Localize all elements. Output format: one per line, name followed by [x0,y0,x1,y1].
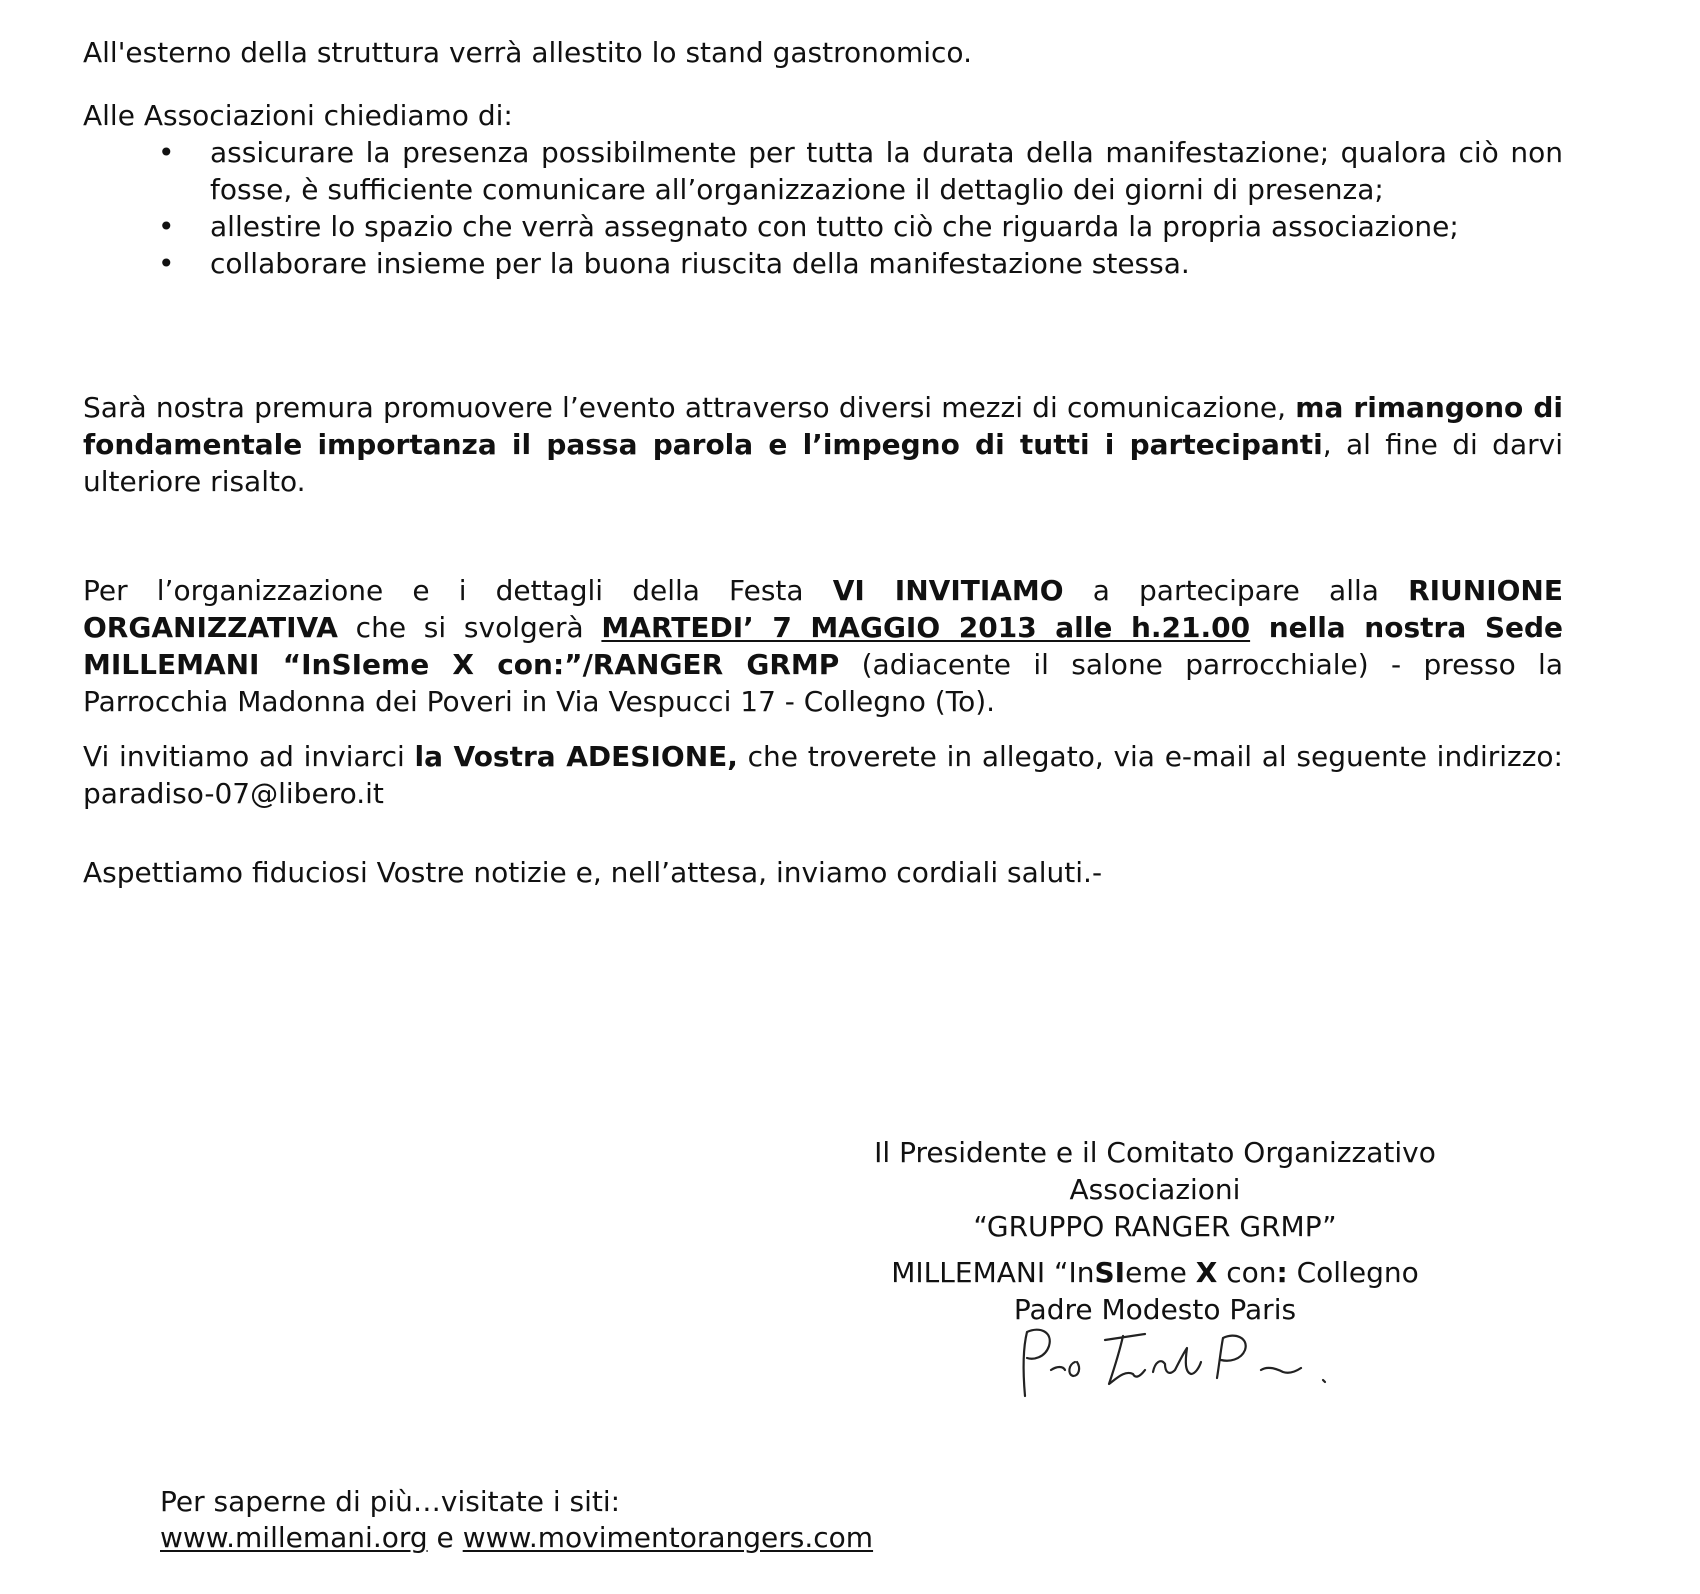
list-item [83,134,1563,208]
promo-paragraph [83,389,1563,500]
list-item [83,245,1563,282]
bullet-icon: • [158,247,175,280]
signature-block [790,1134,1520,1328]
adhesion-paragraph [83,738,1563,812]
handwritten-signature [1005,1318,1335,1408]
list-item [83,208,1563,245]
adhesion-emphasis: la Vostra ADESIONE, [414,740,738,773]
signatory-line-3: “GRUPPO RANGER GRMP” [973,1210,1337,1243]
meeting-date: MARTEDI’ 7 MAGGIO 2013 alle h.21.00 [601,611,1251,644]
signatory-name: Padre Modesto Paris [1013,1293,1297,1326]
adhesion-text-2: che troverete in allegato, via e-mail al seguente indirizzo: paradiso-07@libero.it [83,740,1563,810]
signatory-line-2: Associazioni [1069,1173,1241,1206]
millemani-link[interactable]: www.millemani.org [160,1521,428,1554]
request-intro: Alle Associazioni chiediamo di: [83,99,513,132]
intro-line: All'esterno della struttura verrà allestito lo stand gastronomico. [83,36,972,69]
signatory-line-4: MILLEMANI “InSIeme X con: Collegno [891,1256,1419,1289]
meeting-text-1: Per l’organizzazione e i dettagli della Festa [83,574,833,607]
meeting-venue: nella nostra Sede MILLEMANI “InSIeme X con:”/RANGER GRMP [83,611,1564,681]
footer-intro: Per saperne di più…visitate i siti: [160,1485,621,1518]
request-list [83,134,1563,282]
meeting-paragraph [83,572,1563,720]
closing-line: Aspettiamo fiduciosi Vostre notizie e, nell’attesa, inviamo cordiali saluti.- [83,856,1103,889]
promo-tail: , al fine di darvi ulteriore risalto. [83,428,1563,498]
closing-paragraph [83,854,1563,891]
intro-paragraph [83,34,1563,71]
meeting-text-2: a partecipare alla [1063,574,1409,607]
meeting-text-4: (adiacente il salone parrocchiale) - presso la Parrocchia Madonna dei Poveri in Via Vespucci 17 - Collegno (To). [83,648,1563,718]
promo-lead: Sarà nostra premura promuovere l’evento attraverso diversi mezzi di comunicazione, [83,391,1296,424]
request-section [83,97,1563,282]
list-item-text: allestire lo spazio che verrà assegnato con tutto ciò che riguarda la propria associazione; [210,210,1459,243]
meeting-text-3: che si svolgerà [337,611,602,644]
list-item-text: collaborare insieme per la buona riuscita della manifestazione stessa. [210,247,1190,280]
meeting-invite: VI INVITIAMO [832,574,1064,607]
signatory-line-1: Il Presidente e il Comitato Organizzativo [874,1136,1436,1169]
footer-separator: e [427,1521,463,1554]
footer-links [160,1520,873,1556]
bullet-icon: • [158,210,175,243]
footer [160,1484,873,1556]
adhesion-text-1: Vi invitiamo ad inviarci [83,740,415,773]
movimentorangers-link[interactable]: www.movimentorangers.com [462,1521,874,1554]
meeting-title: RIUNIONE ORGANIZZATIVA [83,574,1563,644]
list-item-text: assicurare la presenza possibilmente per tutta la durata della manifestazione; qualora ciò non fosse, è sufficiente comunicare all’organizzazione il dettaglio dei giorni di presenza; [210,136,1563,206]
bullet-icon: • [158,136,175,169]
promo-emphasis: ma rimangono di fondamentale importanza il passa parola e l’impegno di tutti i partecipanti [83,391,1563,461]
